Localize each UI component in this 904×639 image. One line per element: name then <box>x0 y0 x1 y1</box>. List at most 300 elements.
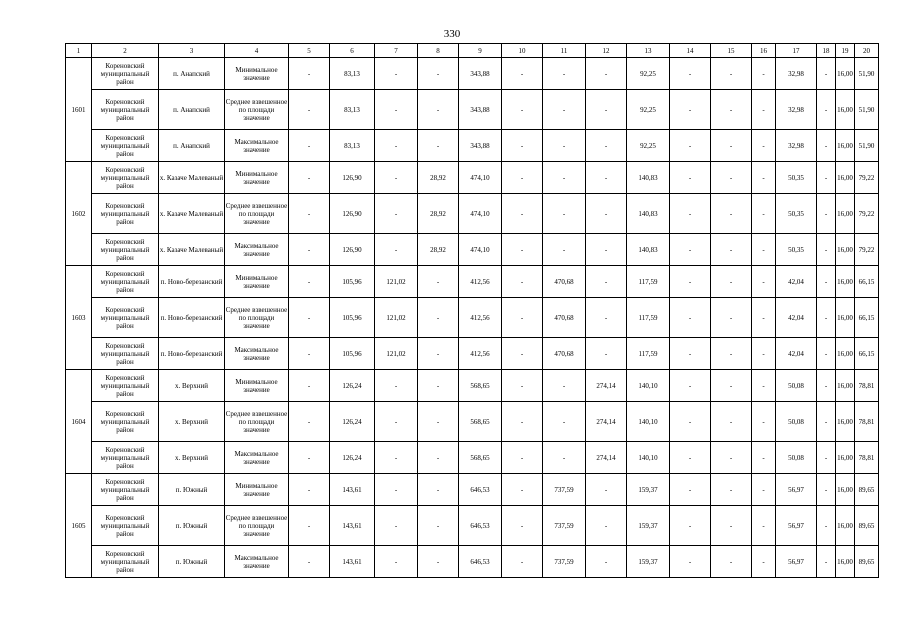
value-cell: - <box>375 546 418 578</box>
value-cell: 737,59 <box>543 506 586 546</box>
value-cell: 568,65 <box>459 402 502 442</box>
value-cell: 126,90 <box>330 234 375 266</box>
table-row <box>66 234 879 266</box>
value-cell: - <box>670 130 711 162</box>
value-cell: - <box>752 266 776 298</box>
value-cell: - <box>752 338 776 370</box>
settlement-cell: х. Казаче Малеваный <box>159 162 225 194</box>
value-cell: - <box>418 546 459 578</box>
value-cell: 412,56 <box>459 338 502 370</box>
value-cell: 50,08 <box>776 442 817 474</box>
value-cell: 66,15 <box>855 298 879 338</box>
value-cell: - <box>586 90 627 130</box>
value-cell: 56,97 <box>776 474 817 506</box>
value-cell: - <box>375 58 418 90</box>
value-cell: 412,56 <box>459 298 502 338</box>
value-cell: - <box>418 506 459 546</box>
value-cell: 32,98 <box>776 130 817 162</box>
value-cell: 92,25 <box>627 90 670 130</box>
value-cell: - <box>502 130 543 162</box>
value-cell: - <box>711 442 752 474</box>
value-cell: - <box>289 338 330 370</box>
value-cell: - <box>502 442 543 474</box>
value-cell: - <box>586 58 627 90</box>
value-cell: 32,98 <box>776 58 817 90</box>
column-number-18: 18 <box>817 44 836 58</box>
value-cell: - <box>752 162 776 194</box>
value-cell: 140,83 <box>627 194 670 234</box>
value-cell: 83,13 <box>330 58 375 90</box>
value-cell: - <box>670 370 711 402</box>
value-cell: - <box>670 90 711 130</box>
table-row <box>66 402 879 442</box>
value-cell: - <box>817 90 836 130</box>
value-cell: 42,04 <box>776 298 817 338</box>
value-cell: 66,15 <box>855 266 879 298</box>
value-cell: - <box>502 474 543 506</box>
value-cell: 126,24 <box>330 402 375 442</box>
value-type-cell: Максимальное значение <box>225 234 289 266</box>
value-cell: - <box>502 234 543 266</box>
value-cell: 28,92 <box>418 162 459 194</box>
table-row <box>66 162 879 194</box>
settlement-cell: х. Казаче Малеваный <box>159 194 225 234</box>
value-cell: 42,04 <box>776 338 817 370</box>
column-number-1: 1 <box>66 44 92 58</box>
value-cell: - <box>289 474 330 506</box>
row-group-id: 1601 <box>66 58 92 162</box>
value-cell: - <box>670 194 711 234</box>
value-cell: 143,61 <box>330 546 375 578</box>
value-cell: - <box>375 194 418 234</box>
value-cell: - <box>502 338 543 370</box>
value-cell: 78,81 <box>855 442 879 474</box>
value-cell: - <box>418 90 459 130</box>
value-cell: - <box>418 370 459 402</box>
table-row <box>66 130 879 162</box>
value-cell: - <box>817 162 836 194</box>
value-cell: - <box>502 370 543 402</box>
district-cell: Кореновский муниципальный район <box>92 266 159 298</box>
value-cell: - <box>670 298 711 338</box>
value-cell: 16,00 <box>836 58 855 90</box>
column-number-3: 3 <box>159 44 225 58</box>
value-cell: 16,00 <box>836 546 855 578</box>
value-cell: 343,88 <box>459 58 502 90</box>
value-cell: 16,00 <box>836 402 855 442</box>
value-cell: 28,92 <box>418 234 459 266</box>
value-cell: 83,13 <box>330 90 375 130</box>
value-cell: - <box>817 298 836 338</box>
value-cell: 474,10 <box>459 162 502 194</box>
value-cell: - <box>289 370 330 402</box>
value-cell: - <box>289 162 330 194</box>
value-cell: - <box>670 338 711 370</box>
value-cell: - <box>711 402 752 442</box>
value-cell: - <box>289 546 330 578</box>
page-number: 330 <box>443 28 461 40</box>
value-cell: 16,00 <box>836 442 855 474</box>
column-number-2: 2 <box>92 44 159 58</box>
settlement-cell: п. Анапский <box>159 90 225 130</box>
value-cell: 16,00 <box>836 194 855 234</box>
value-cell: - <box>670 266 711 298</box>
value-cell: - <box>670 234 711 266</box>
district-cell: Кореновский муниципальный район <box>92 194 159 234</box>
value-cell: - <box>418 298 459 338</box>
value-cell: 737,59 <box>543 546 586 578</box>
value-type-cell: Максимальное значение <box>225 130 289 162</box>
value-cell: 50,35 <box>776 234 817 266</box>
value-cell: - <box>711 58 752 90</box>
district-cell: Кореновский муниципальный район <box>92 162 159 194</box>
value-cell: 16,00 <box>836 370 855 402</box>
value-cell: - <box>289 234 330 266</box>
value-cell: - <box>543 130 586 162</box>
value-cell: 32,98 <box>776 90 817 130</box>
table-row <box>66 338 879 370</box>
value-type-cell: Среднее взвешенное по площади значение <box>225 90 289 130</box>
value-cell: - <box>289 506 330 546</box>
column-number-14: 14 <box>670 44 711 58</box>
value-cell: - <box>586 266 627 298</box>
value-cell: - <box>418 402 459 442</box>
value-type-cell: Среднее взвешенное по площади значение <box>225 402 289 442</box>
value-cell: - <box>375 474 418 506</box>
column-number-11: 11 <box>543 44 586 58</box>
value-cell: - <box>670 162 711 194</box>
district-cell: Кореновский муниципальный район <box>92 546 159 578</box>
value-cell: - <box>711 474 752 506</box>
value-cell: 78,81 <box>855 402 879 442</box>
value-cell: 121,02 <box>375 338 418 370</box>
value-cell: - <box>375 162 418 194</box>
value-cell: - <box>752 130 776 162</box>
value-cell: - <box>418 58 459 90</box>
table-row <box>66 58 879 90</box>
value-cell: 50,35 <box>776 194 817 234</box>
value-cell: 140,10 <box>627 442 670 474</box>
value-cell: - <box>817 266 836 298</box>
value-type-cell: Минимальное значение <box>225 162 289 194</box>
value-cell: 105,96 <box>330 266 375 298</box>
value-cell: - <box>502 402 543 442</box>
value-cell: - <box>752 370 776 402</box>
settlement-cell: х. Казаче Малеваный <box>159 234 225 266</box>
value-cell: - <box>586 162 627 194</box>
value-cell: - <box>711 162 752 194</box>
value-cell: - <box>543 162 586 194</box>
value-cell: 126,90 <box>330 194 375 234</box>
value-cell: - <box>502 90 543 130</box>
value-cell: - <box>543 442 586 474</box>
value-cell: 143,61 <box>330 506 375 546</box>
column-number-5: 5 <box>289 44 330 58</box>
value-cell: - <box>586 338 627 370</box>
tariff-table <box>65 43 879 578</box>
value-cell: 50,08 <box>776 402 817 442</box>
value-cell: - <box>586 298 627 338</box>
value-cell: 470,68 <box>543 266 586 298</box>
settlement-cell: п. Ново-березанский <box>159 298 225 338</box>
district-cell: Кореновский муниципальный район <box>92 90 159 130</box>
value-cell: 51,90 <box>855 58 879 90</box>
value-type-cell: Минимальное значение <box>225 370 289 402</box>
value-cell: - <box>711 266 752 298</box>
value-cell: - <box>752 474 776 506</box>
value-cell: 159,37 <box>627 474 670 506</box>
value-cell: - <box>502 162 543 194</box>
value-cell: 126,90 <box>330 162 375 194</box>
value-cell: - <box>289 402 330 442</box>
value-cell: - <box>502 194 543 234</box>
value-cell: 50,08 <box>776 370 817 402</box>
value-cell: 140,83 <box>627 162 670 194</box>
value-cell: 79,22 <box>855 234 879 266</box>
value-cell: - <box>289 442 330 474</box>
value-cell: 16,00 <box>836 130 855 162</box>
value-cell: 66,15 <box>855 338 879 370</box>
district-cell: Кореновский муниципальный район <box>92 442 159 474</box>
value-cell: - <box>670 546 711 578</box>
value-cell: - <box>817 194 836 234</box>
value-cell: 16,00 <box>836 506 855 546</box>
row-group-id: 1604 <box>66 370 92 474</box>
column-number-6: 6 <box>330 44 375 58</box>
table-row <box>66 194 879 234</box>
value-cell: 16,00 <box>836 266 855 298</box>
column-number-13: 13 <box>627 44 670 58</box>
settlement-cell: п. Ново-березанский <box>159 266 225 298</box>
value-cell: 274,14 <box>586 370 627 402</box>
value-cell: - <box>289 194 330 234</box>
value-cell: 28,92 <box>418 194 459 234</box>
value-cell: - <box>752 234 776 266</box>
settlement-cell: п. Южный <box>159 546 225 578</box>
value-cell: 16,00 <box>836 162 855 194</box>
value-cell: 737,59 <box>543 474 586 506</box>
district-cell: Кореновский муниципальный район <box>92 370 159 402</box>
value-cell: - <box>543 58 586 90</box>
value-cell: - <box>711 298 752 338</box>
district-cell: Кореновский муниципальный район <box>92 506 159 546</box>
value-cell: 140,10 <box>627 370 670 402</box>
value-cell: - <box>502 58 543 90</box>
value-type-cell: Минимальное значение <box>225 266 289 298</box>
value-cell: 83,13 <box>330 130 375 162</box>
value-cell: - <box>711 506 752 546</box>
value-cell: 16,00 <box>836 474 855 506</box>
value-cell: - <box>375 90 418 130</box>
value-cell: 159,37 <box>627 546 670 578</box>
value-cell: - <box>289 130 330 162</box>
settlement-cell: х. Верхний <box>159 402 225 442</box>
value-cell: 568,65 <box>459 442 502 474</box>
value-cell: 126,24 <box>330 370 375 402</box>
value-cell: 51,90 <box>855 90 879 130</box>
value-cell: 343,88 <box>459 130 502 162</box>
table-row <box>66 506 879 546</box>
value-cell: - <box>418 266 459 298</box>
district-cell: Кореновский муниципальный район <box>92 130 159 162</box>
value-cell: - <box>375 442 418 474</box>
column-number-12: 12 <box>586 44 627 58</box>
value-cell: - <box>543 234 586 266</box>
value-type-cell: Максимальное значение <box>225 546 289 578</box>
settlement-cell: п. Южный <box>159 474 225 506</box>
table-row <box>66 474 879 506</box>
value-cell: 121,02 <box>375 298 418 338</box>
value-cell: - <box>375 130 418 162</box>
value-cell: 16,00 <box>836 234 855 266</box>
value-cell: 78,81 <box>855 370 879 402</box>
value-cell: - <box>289 266 330 298</box>
value-cell: - <box>289 90 330 130</box>
value-cell: - <box>543 402 586 442</box>
value-cell: 16,00 <box>836 338 855 370</box>
district-cell: Кореновский муниципальный район <box>92 338 159 370</box>
district-cell: Кореновский муниципальный район <box>92 474 159 506</box>
column-number-row <box>66 44 879 58</box>
settlement-cell: п. Ново-березанский <box>159 338 225 370</box>
value-cell: - <box>817 474 836 506</box>
value-cell: 79,22 <box>855 194 879 234</box>
value-cell: - <box>586 234 627 266</box>
value-cell: - <box>711 130 752 162</box>
value-cell: - <box>289 298 330 338</box>
value-cell: 646,53 <box>459 474 502 506</box>
value-cell: - <box>418 474 459 506</box>
settlement-cell: х. Верхний <box>159 442 225 474</box>
value-cell: - <box>817 506 836 546</box>
value-cell: - <box>817 234 836 266</box>
column-number-20: 20 <box>855 44 879 58</box>
value-cell: - <box>418 442 459 474</box>
value-cell: - <box>817 402 836 442</box>
value-cell: 646,53 <box>459 546 502 578</box>
value-cell: - <box>817 58 836 90</box>
value-cell: 79,22 <box>855 162 879 194</box>
column-number-9: 9 <box>459 44 502 58</box>
value-cell: 42,04 <box>776 266 817 298</box>
value-cell: - <box>375 234 418 266</box>
value-cell: 343,88 <box>459 90 502 130</box>
row-group-id: 1602 <box>66 162 92 266</box>
settlement-cell: х. Верхний <box>159 370 225 402</box>
value-cell: - <box>752 442 776 474</box>
value-cell: 89,65 <box>855 474 879 506</box>
value-cell: 50,35 <box>776 162 817 194</box>
value-cell: 159,37 <box>627 506 670 546</box>
value-cell: 474,10 <box>459 234 502 266</box>
value-cell: - <box>817 338 836 370</box>
column-number-4: 4 <box>225 44 289 58</box>
value-cell: 412,56 <box>459 266 502 298</box>
value-cell: 140,10 <box>627 402 670 442</box>
column-number-19: 19 <box>836 44 855 58</box>
value-cell: 140,83 <box>627 234 670 266</box>
value-type-cell: Среднее взвешенное по площади значение <box>225 194 289 234</box>
value-cell: 92,25 <box>627 130 670 162</box>
value-cell: 105,96 <box>330 338 375 370</box>
column-number-15: 15 <box>711 44 752 58</box>
value-cell: 274,14 <box>586 402 627 442</box>
value-cell: 16,00 <box>836 90 855 130</box>
value-cell: 568,65 <box>459 370 502 402</box>
value-cell: 89,65 <box>855 546 879 578</box>
value-cell: 646,53 <box>459 506 502 546</box>
value-cell: 105,96 <box>330 298 375 338</box>
settlement-cell: п. Южный <box>159 506 225 546</box>
district-cell: Кореновский муниципальный район <box>92 58 159 90</box>
table-body <box>66 58 879 578</box>
row-group-id: 1603 <box>66 266 92 370</box>
value-cell: - <box>670 58 711 90</box>
value-cell: 126,24 <box>330 442 375 474</box>
value-cell: - <box>543 370 586 402</box>
value-cell: 274,14 <box>586 442 627 474</box>
column-number-10: 10 <box>502 44 543 58</box>
value-cell: - <box>502 266 543 298</box>
value-cell: - <box>711 338 752 370</box>
value-cell: - <box>543 90 586 130</box>
value-cell: - <box>752 298 776 338</box>
value-cell: - <box>752 546 776 578</box>
value-cell: - <box>586 506 627 546</box>
value-type-cell: Среднее взвешенное по площади значение <box>225 506 289 546</box>
value-cell: - <box>502 298 543 338</box>
value-cell: 470,68 <box>543 298 586 338</box>
value-cell: - <box>586 474 627 506</box>
value-cell: - <box>418 130 459 162</box>
value-cell: 117,59 <box>627 338 670 370</box>
value-type-cell: Максимальное значение <box>225 442 289 474</box>
value-cell: - <box>817 546 836 578</box>
value-cell: 117,59 <box>627 266 670 298</box>
value-cell: - <box>375 402 418 442</box>
value-cell: - <box>670 402 711 442</box>
value-cell: - <box>752 402 776 442</box>
value-cell: - <box>586 130 627 162</box>
value-cell: - <box>711 194 752 234</box>
value-cell: - <box>670 442 711 474</box>
district-cell: Кореновский муниципальный район <box>92 402 159 442</box>
value-cell: - <box>752 90 776 130</box>
table-row <box>66 546 879 578</box>
column-number-8: 8 <box>418 44 459 58</box>
column-number-7: 7 <box>375 44 418 58</box>
value-cell: 470,68 <box>543 338 586 370</box>
value-cell: - <box>711 546 752 578</box>
value-cell: - <box>502 546 543 578</box>
value-cell: - <box>586 194 627 234</box>
table-row <box>66 298 879 338</box>
value-cell: - <box>752 506 776 546</box>
table-row <box>66 90 879 130</box>
value-cell: 143,61 <box>330 474 375 506</box>
value-cell: - <box>670 506 711 546</box>
value-cell: 16,00 <box>836 298 855 338</box>
value-cell: - <box>375 506 418 546</box>
value-cell: 56,97 <box>776 546 817 578</box>
value-type-cell: Среднее взвешенное по площади значение <box>225 298 289 338</box>
value-cell: - <box>586 546 627 578</box>
settlement-cell: п. Анапский <box>159 58 225 90</box>
value-cell: - <box>711 90 752 130</box>
value-cell: 89,65 <box>855 506 879 546</box>
value-cell: - <box>670 474 711 506</box>
district-cell: Кореновский муниципальный район <box>92 298 159 338</box>
